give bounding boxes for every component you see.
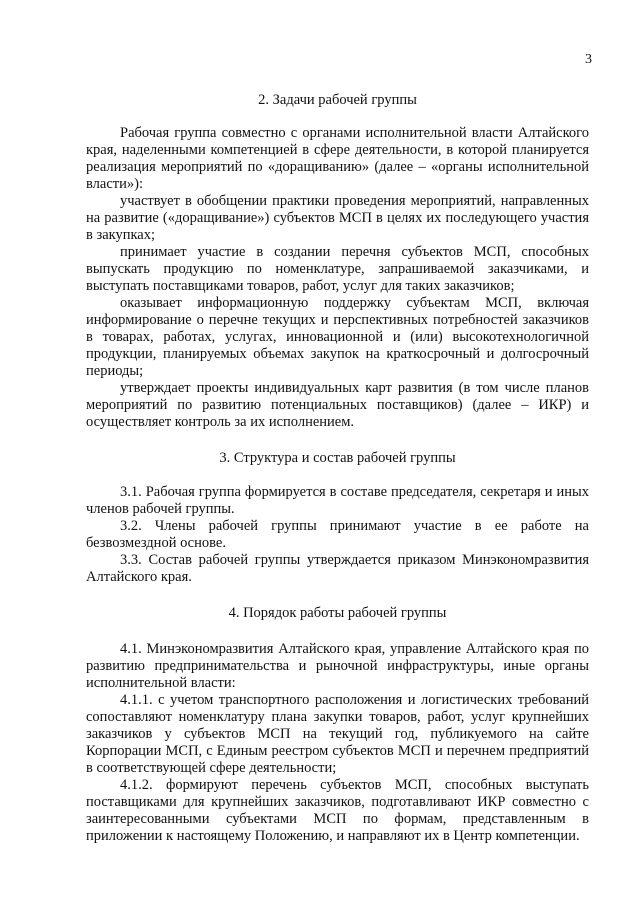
section-heading-tasks: 2. Задачи рабочей группы [258,92,417,108]
section-gap [86,586,589,605]
paragraph [86,295,589,380]
paragraph-text: 3.2. Члены рабочей группы принимают участие в ее работе на безвозмездной основе. [86,518,589,551]
paragraph-text: принимает участие в создании перечня субъектов МСП, способных выпускать продукцию по номенклатуре, запрашиваемой заказчиками, и выступать поставщиками товаров, работ, услуг для таких заказчиков; [86,244,589,294]
paragraph [86,244,589,295]
paragraph [86,777,589,845]
paragraph [86,125,589,193]
paragraph-text: участвует в обобщении практики проведения мероприятий, направленных на развитие («доращивание») субъектов МСП в целях их последующего участия в закупках; [86,193,589,243]
section-gap [86,431,589,450]
section-heading-structure: 3. Структура и состав рабочей группы [219,450,456,466]
paragraph [86,518,589,552]
paragraph-text: 4.1. Минэкономразвития Алтайского края, управление Алтайского края по развитию предпринимательства и рыночной инфраструктуры, иные органы исполнительной власти: [86,641,589,691]
paragraph-text: 3.3. Состав рабочей группы утверждается приказом Минэкономразвития Алтайского края. [86,552,589,585]
page-number: 3 [585,52,592,67]
section-heading-procedure: 4. Порядок работы рабочей группы [228,605,447,621]
paragraph [86,380,589,431]
paragraph [86,641,589,692]
paragraph-text: оказывает информационную поддержку субъектам МСП, включая информирование о перечне текущих и перспективных потребностей заказчиков в товарах, работах, услугах, инновационной и (или) высокотехнологичной продукции, планируемых объемах закупок на краткосрочный и долгосрочный периоды; [86,295,589,379]
paragraph-text: Рабочая группа совместно с органами исполнительной власти Алтайского края, наделенными компетенцией в сфере деятельности, в которой планируется реализация мероприятий по «доращиванию» (далее – «органы исполнительной власти»): [86,125,589,192]
paragraph [86,692,589,777]
document-body [86,92,589,845]
paragraph-text: утверждает проекты индивидуальных карт развития (в том числе планов мероприятий по развитию потенциальных поставщиков) (далее – ИКР) и осуществляет контроль за их исполнением. [86,380,589,430]
paragraph [86,193,589,244]
paragraph-text: 4.1.1. с учетом транспортного расположения и логистических требований сопоставляют номенклатуру плана закупки товаров, работ, услуг крупнейших заказчиков у субъектов МСП на текущий год, публикуемого на сайте Корпорации МСП, с Единым реестром субъектов МСП и перечнем предприятий в соответствующей сфере деятельности; [86,692,589,776]
paragraph [86,552,589,586]
paragraph-text: 3.1. Рабочая группа формируется в составе председателя, секретаря и иных членов рабочей группы. [86,484,589,517]
paragraph-text: 4.1.2. формируют перечень субъектов МСП, способных выступать поставщиками для крупнейших заказчиков, подготавливают ИКР совместно с заинтересованными субъектами МСП по формам, представленным в приложении к настоящему Положению, и направляют их в Центр компетенции. [86,777,589,844]
paragraph [86,484,589,518]
